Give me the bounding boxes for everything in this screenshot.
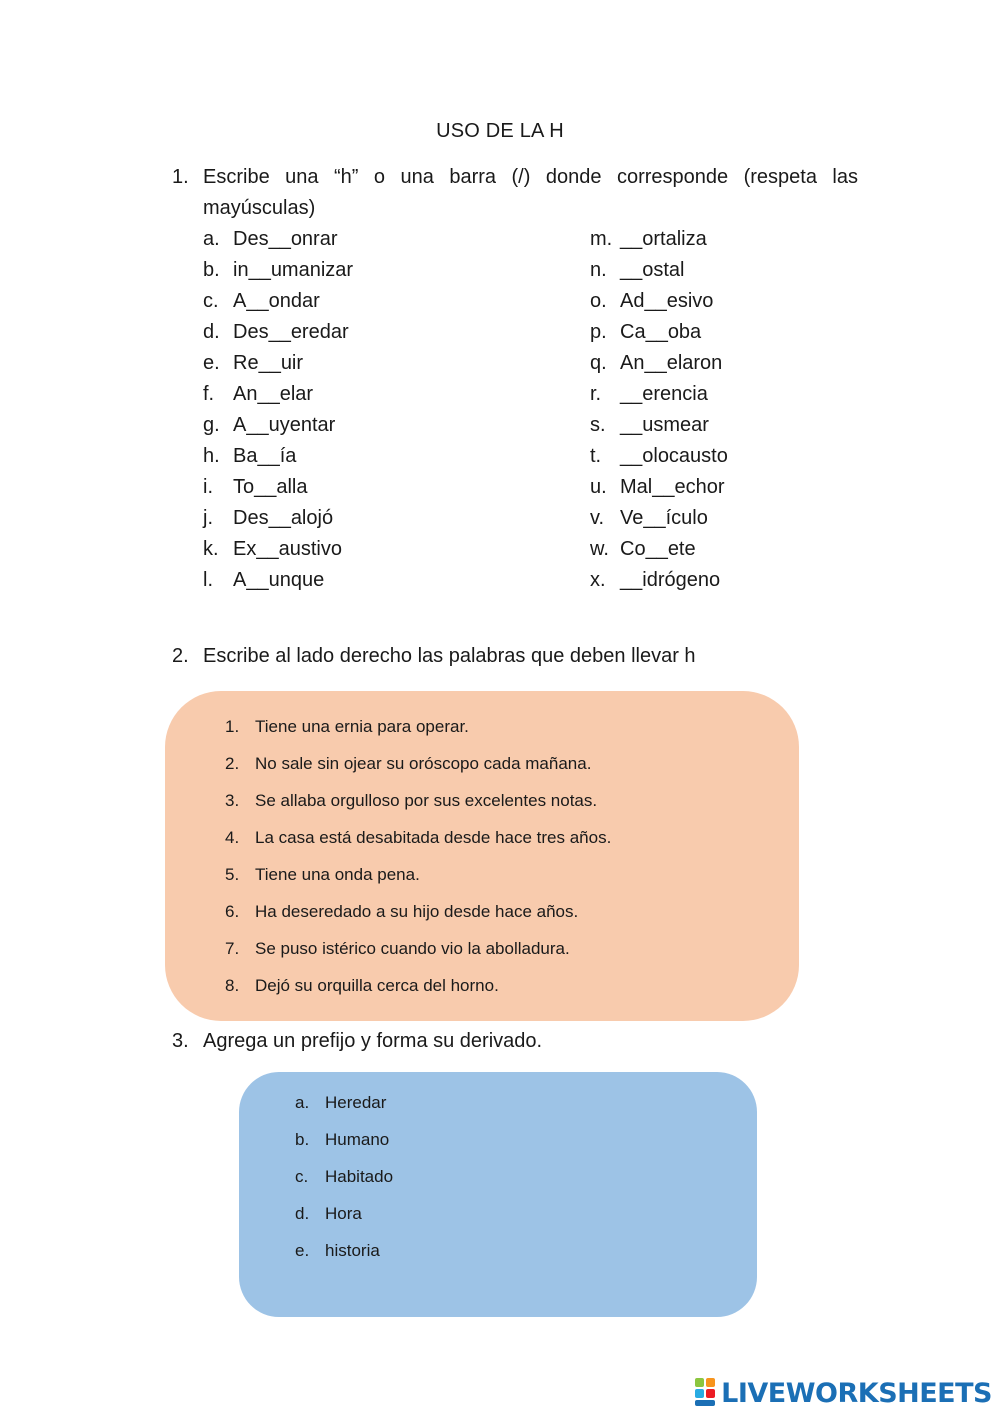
item-word: __usmear — [620, 414, 709, 436]
item-word: __idrógeno — [620, 569, 721, 591]
item-letter: d. — [203, 321, 220, 343]
list-text: Habitado — [325, 1167, 394, 1186]
item-word: Des__eredar — [233, 321, 349, 343]
item-word: An__elar — [233, 383, 314, 405]
item-word: Ca__oba — [620, 321, 702, 343]
question-1 — [172, 162, 862, 226]
exercise-item — [590, 348, 920, 379]
item-word: To__alla — [233, 476, 308, 498]
list-number: c. — [295, 1167, 309, 1186]
list-number: 6. — [225, 902, 240, 921]
list-text: Tiene una ernia para operar. — [255, 717, 469, 736]
exercise-item — [203, 565, 583, 596]
exercise-item — [203, 503, 583, 534]
list-number: b. — [295, 1130, 310, 1149]
list-number: 5. — [225, 865, 240, 884]
exercise-item — [203, 379, 583, 410]
list-number: 7. — [225, 939, 240, 958]
list-number: 4. — [225, 828, 240, 847]
exercise-item — [203, 410, 583, 441]
list-number: e. — [295, 1241, 310, 1260]
item-letter: u. — [590, 476, 607, 498]
list-number: a. — [295, 1093, 310, 1112]
item-letter: x. — [590, 569, 606, 591]
item-letter: j. — [203, 507, 213, 529]
item-word: __ostal — [620, 259, 685, 281]
list-number: 2. — [225, 754, 240, 773]
question-text — [203, 162, 858, 224]
item-word: Des__alojó — [233, 507, 334, 529]
item-letter: e. — [203, 352, 220, 374]
item-word: in__umanizar — [233, 259, 354, 281]
item-word: __ortaliza — [620, 228, 707, 250]
question-text-line-1: Escribe una “h” o una barra (/) donde corresponde (respeta las — [203, 166, 858, 188]
list-text: Ha deseredado a su hijo desde hace años. — [255, 902, 579, 921]
item-word: A__uyentar — [233, 414, 336, 436]
page-title: USO DE LA H — [436, 120, 564, 142]
exercise-item — [203, 472, 583, 503]
brand-text: LIVEWORKSHEETS — [721, 1377, 992, 1409]
item-letter: c. — [203, 290, 219, 312]
list-text: Humano — [325, 1130, 390, 1149]
exercise-item — [590, 379, 920, 410]
exercise-column-right — [590, 224, 920, 596]
liveworksheets-logo-icon — [695, 1378, 717, 1408]
list-text: Dejó su orquilla cerca del horno. — [255, 976, 499, 995]
item-word: Re__uir — [233, 352, 304, 374]
exercise-item — [590, 317, 920, 348]
item-letter: l. — [203, 569, 213, 591]
exercise-item — [203, 286, 583, 317]
list-text: historia — [325, 1241, 380, 1260]
list-text: Se puso istérico cuando vio la abolladura. — [255, 939, 570, 958]
item-letter: f. — [203, 383, 215, 405]
item-letter: r. — [590, 383, 602, 405]
list-text: Hora — [325, 1204, 362, 1223]
item-letter: q. — [590, 352, 607, 374]
exercise-item — [590, 286, 920, 317]
list-text: Se allaba orgulloso por sus excelentes notas. — [255, 791, 598, 810]
exercise-item — [203, 441, 583, 472]
item-word: Co__ete — [620, 538, 696, 560]
question-text: Escribe al lado derecho las palabras que deben llevar h — [203, 645, 696, 667]
item-word: Ad__esivo — [620, 290, 714, 312]
exercise-item — [590, 472, 920, 503]
exercise-item — [590, 441, 920, 472]
exercise-item — [203, 255, 583, 286]
exercise-item — [590, 410, 920, 441]
item-word: A__unque — [233, 569, 325, 591]
item-letter: k. — [203, 538, 219, 560]
list-text: La casa está desabitada desde hace tres años. — [255, 828, 612, 847]
exercise-item — [590, 224, 920, 255]
item-word: __erencia — [620, 383, 708, 405]
exercise-item — [203, 534, 583, 565]
brand-logo[interactable] — [695, 1376, 992, 1410]
question-text-line-2: mayúsculas) — [203, 197, 316, 219]
item-word: An__elaron — [620, 352, 723, 374]
exercise-item — [203, 317, 583, 348]
exercise-item — [590, 503, 920, 534]
item-letter: s. — [590, 414, 606, 436]
list-text: Tiene una onda pena. — [255, 865, 420, 884]
list-number: 8. — [225, 976, 240, 995]
question-number: 3. — [172, 1030, 189, 1052]
item-word: A__ondar — [233, 290, 320, 312]
item-word: Ba__ía — [233, 445, 297, 467]
exercise-item — [590, 255, 920, 286]
list-text: Heredar — [325, 1093, 387, 1112]
item-letter: i. — [203, 476, 213, 498]
item-letter: b. — [203, 259, 220, 281]
question-number: 2. — [172, 645, 189, 667]
list-number: 1. — [225, 717, 240, 736]
list-text: No sale sin ojear su oróscopo cada mañana. — [255, 754, 592, 773]
question-text: Agrega un prefijo y forma su derivado. — [203, 1030, 543, 1052]
sentences-box — [165, 691, 799, 1021]
exercise-item — [203, 224, 583, 255]
item-letter: p. — [590, 321, 607, 343]
item-letter: v. — [590, 507, 605, 529]
item-letter: g. — [203, 414, 220, 436]
item-letter: m. — [590, 228, 613, 250]
item-letter: h. — [203, 445, 220, 467]
item-letter: o. — [590, 290, 607, 312]
item-word: __olocausto — [620, 445, 728, 467]
item-letter: n. — [590, 259, 607, 281]
exercise-item — [590, 565, 920, 596]
item-letter: a. — [203, 228, 220, 250]
item-word: Mal__echor — [620, 476, 725, 498]
exercise-item — [203, 348, 583, 379]
list-number: d. — [295, 1204, 310, 1223]
item-word: Ve__ículo — [620, 507, 708, 529]
item-letter: w. — [590, 538, 609, 560]
item-word: Des__onrar — [233, 228, 338, 250]
exercise-column-left — [203, 224, 583, 596]
list-number: 3. — [225, 791, 240, 810]
exercise-item — [590, 534, 920, 565]
prefix-words-box — [239, 1072, 757, 1317]
item-letter: t. — [590, 445, 602, 467]
question-number: 1. — [172, 166, 189, 188]
item-word: Ex__austivo — [233, 538, 342, 560]
